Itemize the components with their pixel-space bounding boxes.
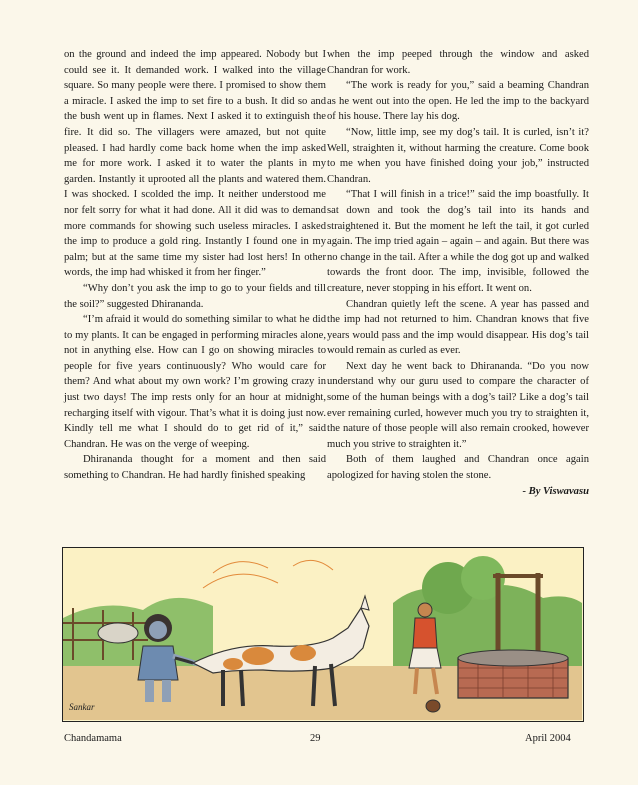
left-column [64, 47, 326, 484]
paragraph: Dhirananda thought for a moment and then said something to Chandran. He had hardly finished speaking [64, 454, 326, 482]
paragraph: Both of them laughed and Chandran once again apologized for having stolen the stone. [327, 454, 589, 482]
right-column [327, 47, 589, 499]
paragraph: “The work is ready for you,” said a beaming Chandran as he went out into the open. He led the imp to the backyard of his house. There lay his dog. [327, 80, 589, 123]
artist-signature: Sankar [69, 702, 95, 712]
paragraph: “That I will finish in a trice!” said the imp boastfully. It sat down and took the dog’s tail into its hands and straightened it. But the moment he left the tail, it got curled again. The imp tried again – again – and again. But there was no change in the tail. After a while the dog got up and walked towards the front door. The imp, invisible, followed the creature, never stopping in his effort. It went on. [327, 189, 589, 294]
story-illustration [62, 547, 584, 722]
illustration-artwork [63, 548, 582, 720]
paragraph: Next day he went back to Dhirananda. “Do you now understand why our guru used to compare the character of some of the human beings with a dog’s tail? Like a dog’s tail ever remaining curled, however much you try to straighten it, the nature of those people will also remain crooked, however much you strive to straighten it.” [327, 360, 589, 450]
paragraph: “I’m afraid it would do something similar to what he did to my plants. It can be engaged in performing miracles alone, not in anything else. How can I go on showing miracles to people for five years continuously? Who would care for them? And what about my own work? I’m growing crazy in just two days! The imp rests only for an hour at midnight, recharging itself with vigour. That’s what it is doing just now. Kindly tell me what I should do to get rid of it,” said Chandran. He was on the verge of weeping. [64, 314, 326, 450]
author-byline: - By Viswavasu [522, 485, 589, 497]
footer-magazine-name: Chandamama [64, 733, 122, 744]
paragraph: “Now, little imp, see my dog’s tail. It is curled, isn’t it? Well, straighten it, without harming the creature. Come book to me when you have finished doing your job,” instructed Chandran. [327, 126, 589, 185]
paragraph: Chandran quietly left the scene. A year has passed and the imp had not returned to him. Chandran knows that five years would pass and the imp would disappear. His dog’s tail would remain as curled as ever. [327, 298, 589, 357]
footer-page-number: 29 [310, 733, 321, 744]
paragraph: on the ground and indeed the imp appeared. Nobody but I could see it. It demanded work. I walked into the village square. So many people were there. I promised to show them a miracle. I asked the imp to set fire to a bush. It did so and the bush went up in flames. Next I asked it to extinguish the fire. It did so. The villagers were amazed, but not quite pleased. I had hardly come back home when the imp asked me for more work. I asked it to water the plants in my garden. Instantly it uprooted all the plants and watered them. I was shocked. I scolded the imp. It neither understood me nor felt sorry for what it had done. All it did was to demand more commands for showing such useless miracles. I asked the imp to produce a gold ring. Instantly I found one in my palm; but at the same time my sister had lost hers! In other words, the imp had whisked it from her finger.” [64, 49, 326, 279]
paragraph: “Why don’t you ask the imp to go to your fields and till the soil?” suggested Dhirananda. [64, 282, 326, 310]
footer-issue-date: April 2004 [525, 733, 571, 744]
paragraph: when the imp peeped through the window and asked Chandran for work. [327, 49, 589, 76]
